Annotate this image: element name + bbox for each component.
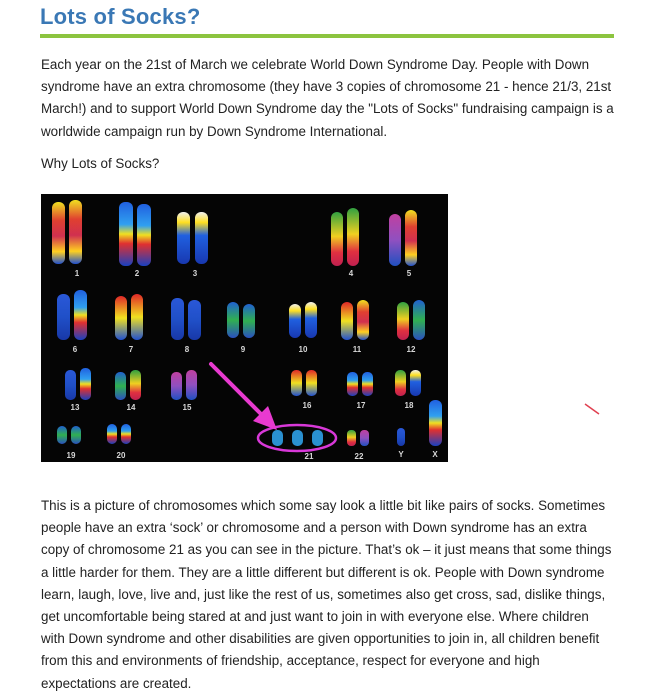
label-21: 21 <box>304 452 314 461</box>
label-22: 22 <box>354 452 364 461</box>
title-underline <box>40 34 614 38</box>
label-4: 4 <box>348 269 354 278</box>
label-3: 3 <box>192 269 198 278</box>
label-14: 14 <box>126 403 136 412</box>
label-12: 12 <box>406 345 416 354</box>
label-1: 1 <box>74 269 80 278</box>
label-9: 9 <box>240 345 246 354</box>
label-x: X <box>432 450 438 459</box>
label-18: 18 <box>404 401 414 410</box>
label-11: 11 <box>352 345 362 354</box>
chromosome-trisomy-21 <box>272 430 323 446</box>
chromosome-y <box>397 428 405 446</box>
label-8: 8 <box>184 345 190 354</box>
stray-red-mark <box>584 403 602 417</box>
label-16: 16 <box>302 401 312 410</box>
label-5: 5 <box>406 269 412 278</box>
karyotype-image <box>41 194 448 462</box>
label-6: 6 <box>72 345 78 354</box>
label-2: 2 <box>134 269 140 278</box>
label-15: 15 <box>182 403 192 412</box>
label-13: 13 <box>70 403 80 412</box>
label-10: 10 <box>298 345 308 354</box>
question-heading: Why Lots of Socks? <box>41 156 160 171</box>
intro-paragraph: Each year on the 21st of March we celebrate World Down Syndrome Day. People with Down syndrome have an extra chromosome (they have 3 copies of chromosome 21 - hence 21/3, 21st March!) and to support World Down Syndrome day the "Lots of Socks" fundraising campaign is a worldwide campaign run by Down Syndrome International. <box>41 57 614 139</box>
label-y: Y <box>398 450 404 459</box>
label-17: 17 <box>356 401 366 410</box>
article-title: Lots of Socks? <box>40 4 201 29</box>
label-19: 19 <box>66 451 76 460</box>
label-20: 20 <box>116 451 126 460</box>
label-7: 7 <box>128 345 134 354</box>
chromosome-x <box>429 400 442 446</box>
body-paragraph: This is a picture of chromosomes which some say look a little bit like pairs of socks. Sometimes people have an extra ‘sock’ or chromosome and a person with Down syndrome has an extra copy of chromosome 21 as you can see in the picture. That’s ok – it just means that some things a little harder for them. They are a little different but different is ok. People with Down syndrome learn, laugh, love, live and, just like the rest of us, sometimes also get cross, sad, dislike things, get uncomfortable being stared at and just want to join in with everyone else. Where children with Down syndrome and other disabilities are given opportunities to join in, all children benefit from this and environments of friendship, acceptance, respect for everyone and high expectations are created. <box>41 498 612 691</box>
